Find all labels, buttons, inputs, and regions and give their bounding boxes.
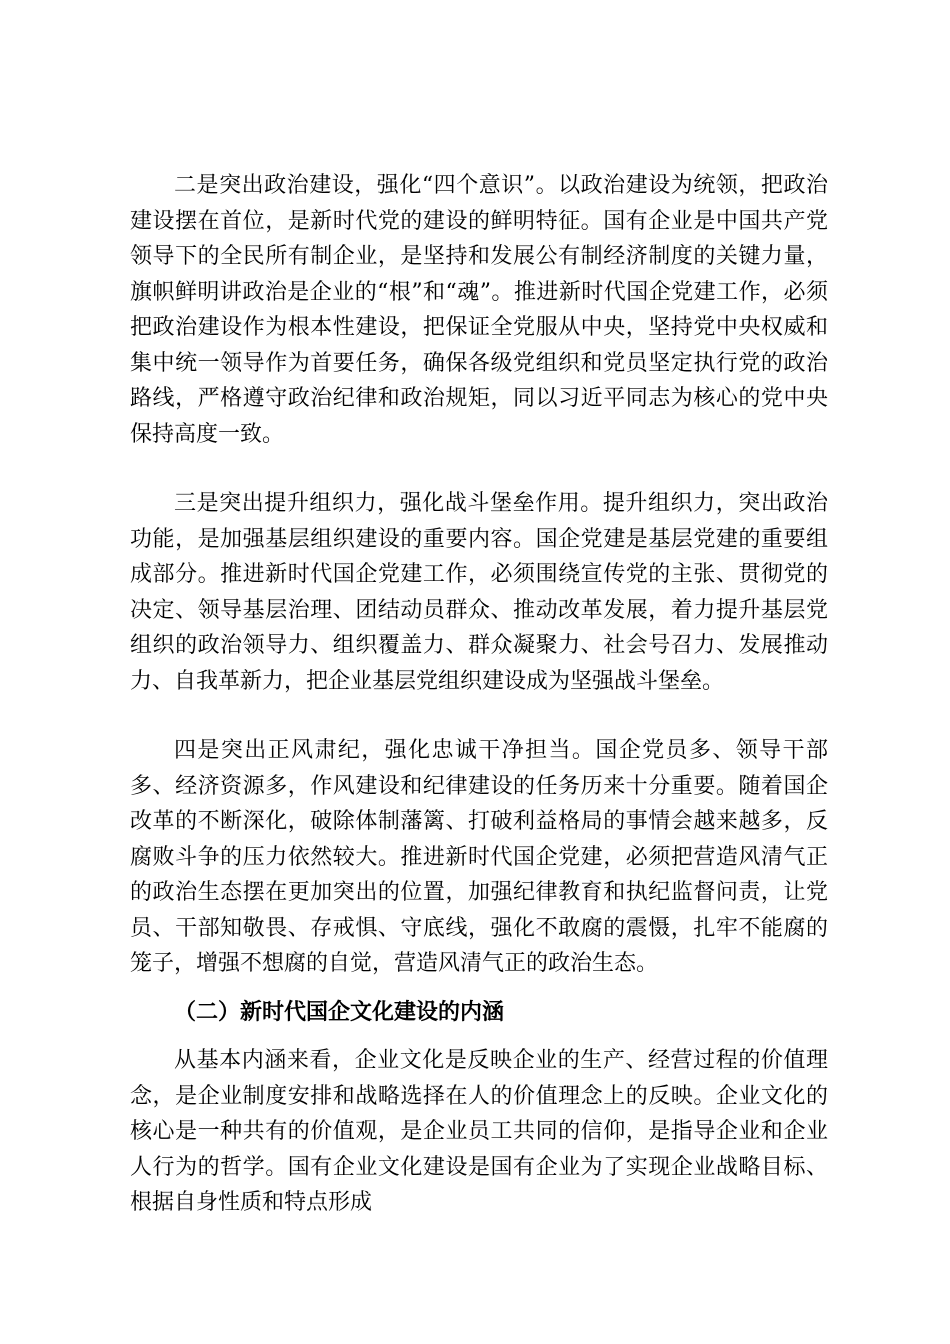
paragraph-gap — [130, 699, 828, 733]
paragraph-political-construction: 二是突出政治建设，强化“四个意识”。以政治建设为统领，把政治建设摆在首位，是新时代党的建设的鲜明特征。国有企业是中国共产党领导下的全民所有制企业，是坚持和发展公有制经济制度的关键力量，旗帜鲜明讲政治是企业的“根”和“魂”。推进新时代国企党建工作，必须把政治建设作为根本性建设，把保证全党服从中央，坚持党中央权威和集中统一领导作为首要任务，确保各级党组织和党员坚定执行党的政治路线，严格遵守政治纪律和政治规矩，同以习近平同志为核心的党中央保持高度一致。 — [130, 173, 828, 447]
paragraph-organizational-capacity: 三是突出提升组织力，强化战斗堡垒作用。提升组织力，突出政治功能，是加强基层组织建设的重要内容。国企党建是基层党建的重要组成部分。推进新时代国企党建工作，必须围绕宣传党的主张、贯彻党的决定、领导基层治理、团结动员群众、推动改革发展，着力提升基层党组织的政治领导力、组织覆盖力、群众凝聚力、社会号召力、发展推动力、自我革新力，把企业基层党组织建设成为坚强战斗堡垒。 — [130, 491, 828, 694]
paragraph-gap — [130, 452, 828, 486]
document-page — [130, 168, 828, 1221]
section-heading: （二）新时代国企文化建设的内涵 — [174, 999, 505, 1025]
paragraph-discipline: 四是突出正风肃纪，强化忠诚干净担当。国企党员多、领导干部多、经济资源多，作风建设和纪律建设的任务历来十分重要。随着国企改革的不断深化，破除体制藩篱、打破利益格局的事情会越来越多，反腐败斗争的压力依然较大。推进新时代国企党建，必须把营造风清气正的政治生态摆在更加突出的位置，加强纪律教育和执纪监督问责，让党员、干部知敬畏、存戒惧、守底线，强化不敢腐的震慑，扎牢不能腐的笼子，增强不想腐的自觉，营造风清气正的政治生态。 — [130, 738, 828, 976]
heading-gap — [130, 982, 828, 995]
heading-gap — [130, 1030, 828, 1043]
paragraph-culture-connotation: 从基本内涵来看，企业文化是反映企业的生产、经营过程的价值理念，是企业制度安排和战略选择在人的价值理念上的反映。企业文化的核心是一种共有的价值观，是企业员工共同的信仰，是指导企业和企业人行为的哲学。国有企业文化建设是国有企业为了实现企业战略目标、根据自身性质和特点形成 — [130, 1048, 828, 1215]
